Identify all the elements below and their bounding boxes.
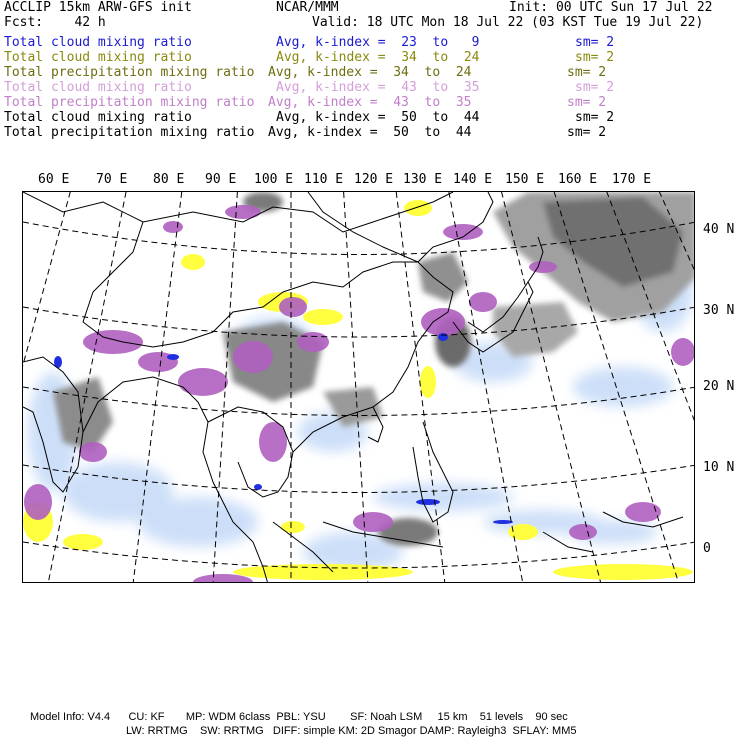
legend-avg: Avg, k-index = 50 to 44 xyxy=(276,110,480,125)
lat-label: 20 N xyxy=(703,379,735,394)
lat-label: 0 xyxy=(703,541,711,556)
lat-label: 40 N xyxy=(703,222,735,237)
map-canvas xyxy=(23,192,695,583)
lon-label: 150 E xyxy=(505,172,545,187)
legend-field: Total cloud mixing ratio xyxy=(4,35,192,50)
lon-label: 110 E xyxy=(304,172,344,187)
legend-sm: sm= 2 xyxy=(575,110,615,125)
lon-label: 80 E xyxy=(153,172,185,187)
lon-label: 130 E xyxy=(403,172,443,187)
legend-avg: Avg, k-index = 34 to 24 xyxy=(276,50,480,65)
lon-label: 70 E xyxy=(96,172,128,187)
lon-label: 90 E xyxy=(205,172,237,187)
product-title: ACCLIP 15km ARW-GFS init xyxy=(4,0,192,15)
valid-time: Valid: 18 UTC Mon 18 Jul 22 (03 KST Tue 19 Jul 22) xyxy=(312,15,704,30)
legend-sm: sm= 2 xyxy=(575,35,615,50)
lon-label: 120 E xyxy=(354,172,394,187)
lon-label: 160 E xyxy=(558,172,598,187)
legend-sm: sm= 2 xyxy=(575,80,615,95)
legend-field: Total precipitation mixing ratio xyxy=(4,65,255,80)
legend-field: Total precipitation mixing ratio xyxy=(4,125,255,140)
model-info-line2: LW: RRTMG SW: RRTMG DIFF: simple KM: 2D Smagor DAMP: Rayleigh3 SFLAY: MM5 xyxy=(126,725,577,737)
organization: NCAR/MMM xyxy=(276,0,339,15)
legend-field: Total cloud mixing ratio xyxy=(4,110,192,125)
init-time: Init: 00 UTC Sun 17 Jul 22 xyxy=(509,0,713,15)
forecast-hour: Fcst: 42 h xyxy=(4,15,106,30)
legend-sm: sm= 2 xyxy=(567,65,607,80)
legend-avg: Avg, k-index = 23 to 9 xyxy=(276,35,480,50)
lon-label: 60 E xyxy=(38,172,70,187)
legend-avg: Avg, k-index = 50 to 44 xyxy=(268,125,472,140)
legend-avg: Avg, k-index = 43 to 35 xyxy=(276,80,480,95)
legend-avg: Avg, k-index = 43 to 35 xyxy=(268,95,472,110)
lon-label: 170 E xyxy=(612,172,652,187)
legend-sm: sm= 2 xyxy=(567,125,607,140)
model-info-line1: Model Info: V4.4 CU: KF MP: WDM 6class PBL: YSU SF: Noah LSM 15 km 51 levels 90 sec xyxy=(30,711,568,723)
lat-label: 10 N xyxy=(703,460,735,475)
legend-sm: sm= 2 xyxy=(575,50,615,65)
lon-label: 100 E xyxy=(254,172,294,187)
legend-field: Total cloud mixing ratio xyxy=(4,80,192,95)
lon-label: 140 E xyxy=(453,172,493,187)
legend-field: Total cloud mixing ratio xyxy=(4,50,192,65)
legend-avg: Avg, k-index = 34 to 24 xyxy=(268,65,472,80)
lat-label: 30 N xyxy=(703,303,735,318)
map-panel xyxy=(22,191,695,583)
legend-field: Total precipitation mixing ratio xyxy=(4,95,255,110)
legend-sm: sm= 2 xyxy=(567,95,607,110)
